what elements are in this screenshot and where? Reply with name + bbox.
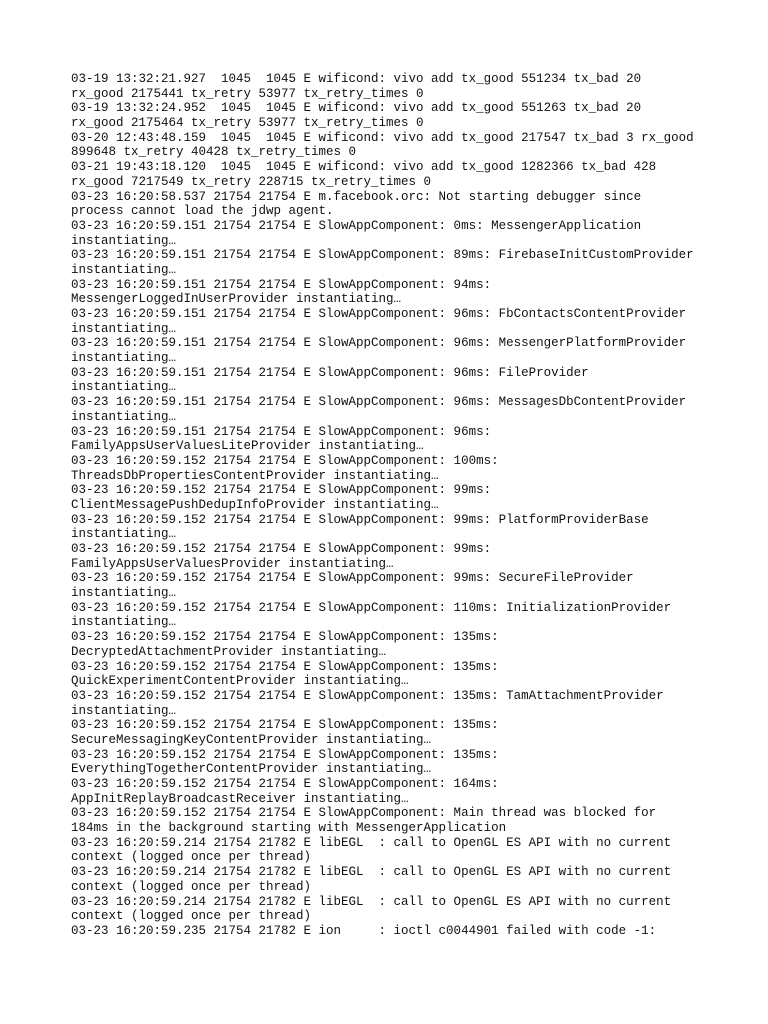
log-line: FamilyAppsUserValuesLiteProvider instantiating…	[71, 439, 424, 454]
log-line: rx_good 7217549 tx_retry 228715 tx_retry_times 0	[71, 174, 432, 189]
log-line: rx_good 2175464 tx_retry 53977 tx_retry_times 0	[71, 116, 424, 131]
log-line: 03-23 16:20:59.152 21754 21754 E SlowAppComponent: 100ms:	[71, 453, 499, 468]
log-line: 03-23 16:20:59.214 21754 21782 E libEGL : call to OpenGL ES API with no current	[71, 835, 672, 850]
log-line: 03-23 16:20:59.152 21754 21754 E SlowAppComponent: 135ms:	[71, 630, 499, 645]
log-line: instantiating…	[71, 527, 177, 542]
log-line: 03-21 19:43:18.120 1045 1045 E wificond: vivo add tx_good 1282366 tx_bad 428	[71, 160, 657, 175]
log-line: 03-23 16:20:59.152 21754 21754 E SlowAppComponent: 99ms: SecureFileProvider	[71, 571, 634, 586]
log-line: instantiating…	[71, 380, 177, 395]
log-line: 03-19 13:32:24.952 1045 1045 E wificond: vivo add tx_good 551263 tx_bad 20	[71, 101, 642, 116]
log-line: 184ms in the background starting with MessengerApplication	[71, 821, 507, 836]
log-line: 03-23 16:20:59.214 21754 21782 E libEGL : call to OpenGL ES API with no current	[71, 894, 672, 909]
log-line: 03-23 16:20:59.152 21754 21754 E SlowAppComponent: 135ms:	[71, 718, 499, 733]
log-line: 03-23 16:20:59.152 21754 21754 E SlowAppComponent: 135ms:	[71, 747, 499, 762]
log-line: 03-23 16:20:59.151 21754 21754 E SlowAppComponent: 96ms: FbContactsContentProvider	[71, 307, 687, 321]
log-line: instantiating…	[71, 703, 177, 718]
log-line: 03-23 16:20:59.151 21754 21754 E SlowAppComponent: 89ms: FirebaseInitCustomProvider	[71, 248, 694, 263]
log-line: 03-23 16:20:59.152 21754 21754 E SlowAppComponent: 99ms: PlatformProviderBase	[71, 512, 649, 527]
log-text-block	[71, 72, 751, 939]
log-line: 03-23 16:20:59.152 21754 21754 E SlowAppComponent: 99ms:	[71, 483, 492, 498]
log-line: 03-23 16:20:59.151 21754 21754 E SlowAppComponent: 94ms:	[71, 277, 492, 292]
log-line: 03-23 16:20:59.151 21754 21754 E SlowAppComponent: 96ms: MessengerPlatformProvider	[71, 336, 687, 351]
log-line: AppInitReplayBroadcastReceiver instantiating…	[71, 791, 409, 806]
log-line: MessengerLoggedInUserProvider instantiating…	[71, 292, 402, 307]
log-line: 03-23 16:20:59.152 21754 21754 E SlowAppComponent: 110ms: InitializationProvider	[71, 600, 672, 615]
log-line: instantiating…	[71, 409, 177, 424]
log-line: instantiating…	[71, 233, 177, 248]
log-line: context (logged once per thread)	[71, 850, 312, 865]
log-line: context (logged once per thread)	[71, 909, 312, 924]
log-line: context (logged once per thread)	[71, 879, 312, 894]
log-line: 03-23 16:20:59.151 21754 21754 E SlowAppComponent: 0ms: MessengerApplication	[71, 218, 642, 233]
log-line: 03-23 16:20:58.537 21754 21754 E m.facebook.orc: Not starting debugger since	[71, 189, 642, 204]
log-line: DecryptedAttachmentProvider instantiating…	[71, 644, 387, 659]
log-line: 03-20 12:43:48.159 1045 1045 E wificond: vivo add tx_good 217547 tx_bad 3 rx_good	[71, 130, 694, 145]
log-line: 03-19 13:32:21.927 1045 1045 E wificond: vivo add tx_good 551234 tx_bad 20	[71, 72, 642, 86]
log-line: FamilyAppsUserValuesProvider instantiating…	[71, 556, 394, 571]
log-line: 03-23 16:20:59.152 21754 21754 E SlowAppComponent: 135ms:	[71, 659, 499, 674]
log-line: 03-23 16:20:59.214 21754 21782 E libEGL : call to OpenGL ES API with no current	[71, 865, 672, 880]
log-line: ClientMessagePushDedupInfoProvider instantiating…	[71, 497, 439, 512]
log-line: 03-23 16:20:59.152 21754 21754 E SlowAppComponent: 135ms: TamAttachmentProvider	[71, 688, 664, 703]
log-line: EverythingTogetherContentProvider instantiating…	[71, 762, 432, 777]
log-line: instantiating…	[71, 615, 177, 630]
log-line: rx_good 2175441 tx_retry 53977 tx_retry_times 0	[71, 86, 424, 101]
log-line: instantiating…	[71, 351, 177, 366]
log-line: 03-23 16:20:59.151 21754 21754 E SlowAppComponent: 96ms: FileProvider	[71, 365, 589, 380]
log-line: 03-23 16:20:59.152 21754 21754 E SlowAppComponent: Main thread was blocked for	[71, 806, 657, 821]
log-line: instantiating…	[71, 262, 177, 277]
log-line: 899648 tx_retry 40428 tx_retry_times 0	[71, 145, 357, 160]
log-line: SecureMessagingKeyContentProvider instantiating…	[71, 732, 432, 747]
log-line: ThreadsDbPropertiesContentProvider instantiating…	[71, 468, 439, 483]
log-line: 03-23 16:20:59.235 21754 21782 E ion : ioctl c0044901 failed with code -1:	[71, 923, 657, 938]
log-line: QuickExperimentContentProvider instantiating…	[71, 674, 409, 689]
log-line: 03-23 16:20:59.151 21754 21754 E SlowAppComponent: 96ms: MessagesDbContentProvider	[71, 395, 687, 410]
log-line: instantiating…	[71, 321, 177, 336]
log-line: instantiating…	[71, 586, 177, 601]
log-line: process cannot load the jdwp agent.	[71, 204, 334, 219]
log-line: 03-23 16:20:59.152 21754 21754 E SlowAppComponent: 99ms:	[71, 542, 492, 556]
log-line: 03-23 16:20:59.152 21754 21754 E SlowAppComponent: 164ms:	[71, 777, 499, 791]
log-line: 03-23 16:20:59.151 21754 21754 E SlowAppComponent: 96ms:	[71, 424, 492, 439]
